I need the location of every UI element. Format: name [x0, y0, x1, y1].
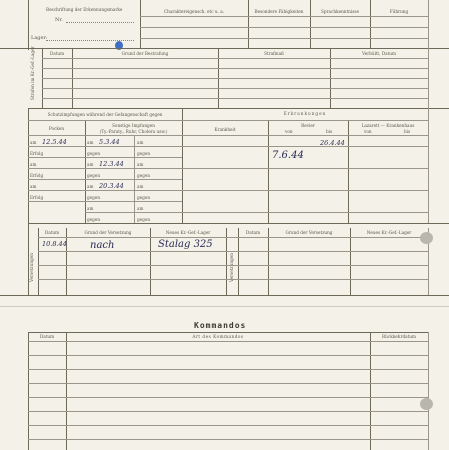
vers-rule	[38, 237, 428, 238]
kommandos-col-rueckkehr: Rückkehrdatum	[382, 334, 416, 339]
strafen-col-grund: Grund der Bestrafung	[121, 51, 169, 56]
vers-rule	[38, 279, 428, 280]
kommandos-col-art: Art des Kommandos	[192, 334, 244, 339]
impf-row-rule	[28, 179, 182, 180]
impf-mid-label: am	[87, 184, 94, 189]
kommandos-title: Kommandos	[194, 321, 247, 330]
vers-side-label: Versetzungen	[29, 253, 34, 282]
erk-col-revier-bis: bis	[326, 129, 333, 134]
impf-header: Schutzimpfungen während der Gefangenschaft gegen	[47, 112, 163, 117]
strafen-rule	[42, 78, 428, 79]
kommandos-rule	[28, 425, 428, 426]
strafen-divider	[428, 48, 429, 108]
label-lager: Lager:	[31, 35, 48, 41]
vers-divider	[350, 228, 351, 295]
impf-sonstige-date: 12.3.44	[99, 160, 124, 168]
impf-mid-label: am	[87, 140, 94, 145]
impf-row-rule	[28, 201, 182, 202]
label-faehigkeiten: Besondere Fähigkeiten	[254, 9, 304, 14]
erk-col-laz-von: von	[364, 129, 372, 134]
header-rule	[140, 38, 428, 39]
impf-col-sonstige: Sonstige Impfungen	[112, 123, 155, 128]
impf-row-label: am	[30, 140, 37, 145]
erk-col-revier-von: von	[285, 129, 293, 134]
impf-mid-label: gegen	[87, 217, 101, 222]
header-divider	[428, 0, 429, 48]
impf-end-label: gegen	[137, 151, 151, 156]
punch-hole	[420, 398, 433, 410]
vers-divider	[238, 228, 239, 295]
vers-col-datum-2: Datum	[245, 230, 261, 235]
erk-row-rule	[182, 190, 428, 191]
erk-revier-bis-date: 26.4.44	[320, 139, 345, 147]
impf-row-rule	[28, 146, 182, 147]
vers-col-lager-2: Neues Kr.-Gef.-Lager	[366, 230, 412, 235]
vers-entry-lager: Stalag 325	[158, 239, 213, 250]
impf-end-label: gegen	[137, 195, 151, 200]
impf-end-label: gegen	[137, 173, 151, 178]
strafen-bottom-rule	[28, 108, 449, 109]
impf-rule	[28, 135, 428, 136]
strafen-rule	[42, 58, 428, 59]
impf-pocken-date: 12.5.44	[42, 138, 67, 146]
header-divider	[310, 0, 311, 48]
erk-col-krankheit: Krankheit	[214, 127, 236, 132]
vers-divider	[66, 228, 67, 295]
erk-col-revier: Revier	[301, 123, 315, 128]
vers-rule	[38, 251, 428, 252]
kommandos-rule	[28, 355, 428, 356]
impf-mid-label: gegen	[87, 173, 101, 178]
impf-divider	[182, 108, 183, 223]
erk-row-rule	[182, 212, 428, 213]
impf-row-label: Erfolg	[30, 151, 44, 156]
header-rule	[140, 16, 428, 17]
impf-end-label: am	[137, 140, 144, 145]
kommandos-col-datum: Datum	[39, 334, 55, 339]
erk-col-lazarett: Lazarett — Krankenhaus	[361, 123, 415, 128]
erk-revier-von-date: 7.6.44	[272, 150, 304, 161]
vers-col-datum: Datum	[44, 230, 60, 235]
vers-divider	[150, 228, 151, 295]
header-divider	[248, 0, 249, 48]
label-beschriftung: Beschriftung der Erkennungsmarke	[46, 7, 123, 12]
vers-entry-grund: nach	[90, 240, 115, 251]
strafen-side-label: Strafen im Kr.-Gef.-Lager	[30, 46, 35, 100]
impf-col-sonstige-sub: (Ty.-Paraty., Ruhr, Cholera usw.)	[99, 129, 168, 134]
vers-col-grund: Grund der Versetzung	[84, 230, 132, 235]
punch-hole	[420, 232, 433, 244]
impf-row-rule	[28, 157, 182, 158]
label-sprachen: Sprachkenntnisse	[321, 9, 359, 14]
header-divider	[140, 0, 141, 48]
kommandos-rule	[28, 341, 428, 342]
strafen-col-verbuesst: Verbüßt, Datum	[362, 51, 396, 56]
header-divider	[370, 0, 371, 48]
erk-divider	[428, 108, 429, 223]
header-rule	[140, 27, 428, 28]
impf-sub-divider	[134, 135, 135, 223]
impf-row-rule	[28, 168, 182, 169]
kommandos-rule	[28, 397, 428, 398]
impf-rule	[28, 120, 428, 121]
vers-side-label: Versetzungen	[229, 253, 234, 282]
impf-mid-label: am	[87, 162, 94, 167]
label-charakter: Charaktereigensch. etc u. a.	[163, 9, 225, 14]
kommandos-rule	[28, 411, 428, 412]
kommandos-divider	[28, 332, 29, 450]
impf-end-label: am	[137, 162, 144, 167]
impf-col-pocken: Pocken	[48, 126, 65, 131]
vers-entry-datum: 10.8.44	[42, 240, 67, 248]
kommandos-rule	[28, 383, 428, 384]
strafen-rule	[42, 68, 428, 69]
erk-row-rule	[182, 168, 428, 169]
label-fuehrung: Führung	[389, 9, 409, 14]
impf-sonstige-date: 5.3.44	[99, 138, 120, 146]
kommandos-top-rule	[28, 332, 428, 333]
header-bottom-rule	[0, 48, 449, 49]
impf-end-label: gegen	[137, 217, 151, 222]
vers-bottom-rule	[0, 295, 449, 296]
strafen-rule	[42, 88, 428, 89]
kommandos-rule	[28, 439, 428, 440]
kommandos-divider	[428, 332, 429, 450]
impf-row-label: Erfolg	[30, 173, 44, 178]
nr-line	[66, 22, 134, 23]
erk-col-laz-bis: bis	[404, 129, 411, 134]
impf-bottom-rule	[28, 223, 449, 224]
strafen-rule	[42, 98, 428, 99]
impf-row-rule	[28, 190, 182, 191]
fold-line	[0, 306, 449, 307]
strafen-col-datum: Datum	[49, 51, 65, 56]
impf-end-label: am	[137, 206, 144, 211]
impf-row-label: am	[30, 162, 37, 167]
left-margin-line	[28, 0, 29, 50]
vers-rule	[38, 265, 428, 266]
impf-row-label: Erfolg	[30, 195, 44, 200]
impf-mid-label: gegen	[87, 151, 101, 156]
erk-header: Erkrankungen	[283, 111, 327, 116]
impf-mid-label: am	[87, 206, 94, 211]
label-nr: Nr.	[55, 17, 63, 23]
kommandos-divider	[66, 332, 67, 450]
impf-end-label: am	[137, 184, 144, 189]
vers-divider	[38, 228, 39, 295]
impf-row-label: am	[30, 184, 37, 189]
vers-divider	[226, 228, 227, 295]
impf-sonstige-date: 20.3.44	[99, 182, 124, 190]
vers-col-lager: Neues Kr.-Gef.-Lager	[165, 230, 211, 235]
erk-row-rule	[182, 146, 428, 147]
strafen-col-strafmass: Strafmaß	[264, 51, 284, 56]
impf-mid-label: gegen	[87, 195, 101, 200]
vers-col-grund-2: Grund der Versetzung	[285, 230, 333, 235]
kommandos-divider	[370, 332, 371, 450]
vers-divider	[268, 228, 269, 295]
kommandos-rule	[28, 369, 428, 370]
